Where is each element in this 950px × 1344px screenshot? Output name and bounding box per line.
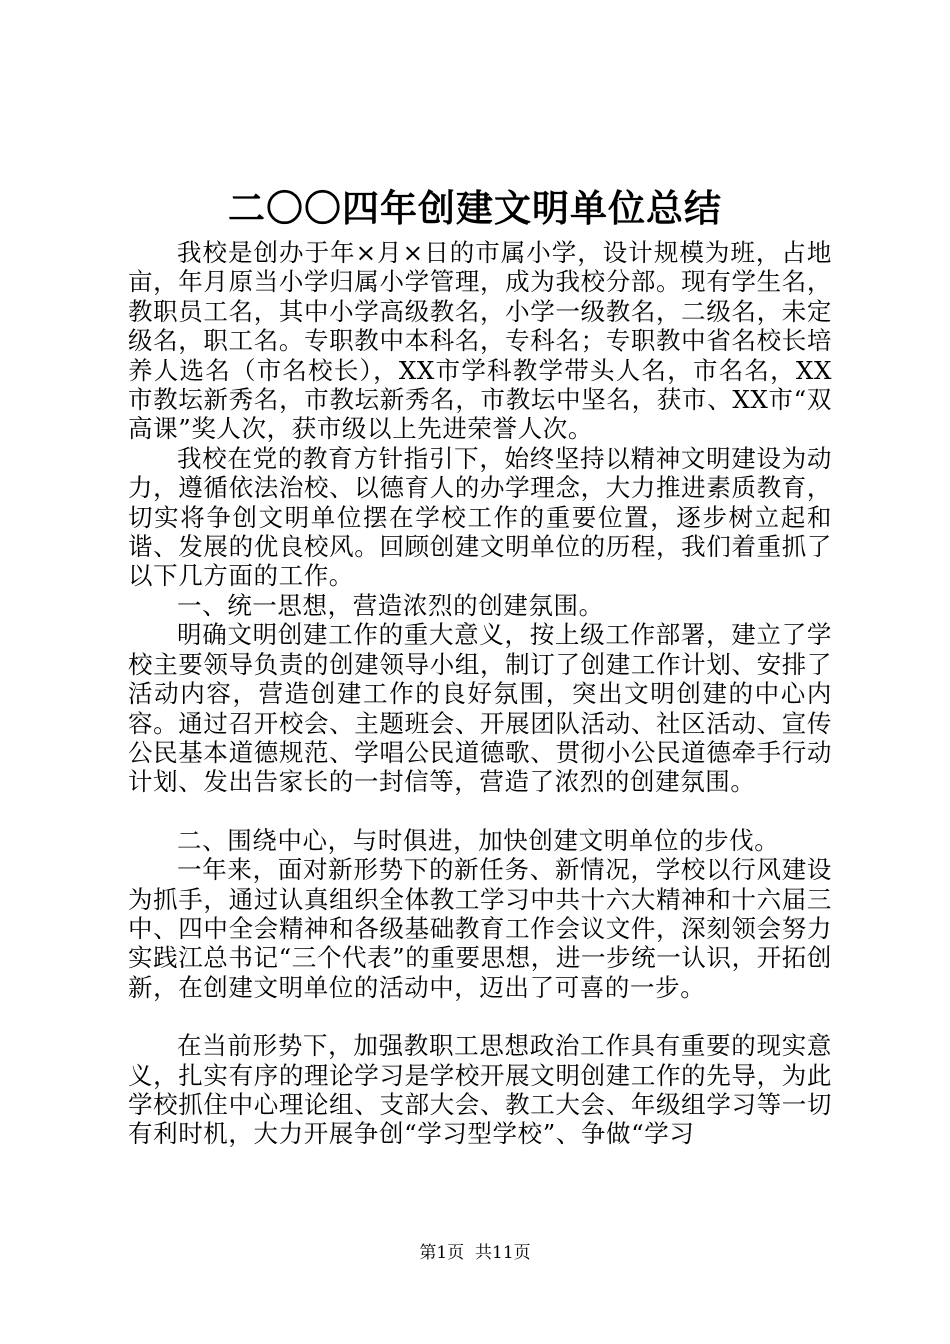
document-title: 二〇〇四年创建文明单位总结: [228, 186, 722, 230]
page-footer: [0, 1241, 950, 1265]
paragraph-overview: 我校在党的教育方针指引下，始终坚持以精神文明建设为动力，遵循依法治校、以德育人的办学理念，大力推进素质教育，切实将争创文明单位摆在学校工作的重要位置，逐步树立起和谐、发展的优良校风。回顾创建文明单位的历程，我们着重抓了以下几方面的工作。: [128, 443, 832, 591]
page-total: 共11页: [475, 1243, 531, 1263]
document-body: [128, 238, 832, 1149]
paragraph-school-profile: 我校是创办于年×月×日的市属小学，设计规模为班，占地亩，年月原当小学归属小学管理，成为我校分部。现有学生名，教职员工名，其中小学高级教名，小学一级教名，二级名，未定级名，职工名。专职教中本科名，专科名；专职教中省名校长培养人选名（市名校长），XX市学科教学带头人名，市名名，XX市教坛新秀名，市教坛新秀名，市教坛中坚名，获市、XX市“双高课”奖人次，获市级以上先进荣誉人次。: [128, 238, 832, 444]
paragraph-political-work: 在当前形势下，加强教职工思想政治工作具有重要的现实意义，扎实有序的理论学习是学校开展文明创建工作的先导，为此学校抓住中心理论组、支部大会、教工大会、年级组学习等一切有利时机，大力开展争创“学习型学校”、争做“学习: [128, 1031, 832, 1149]
section-heading-1: 一、统一思想，营造浓烈的创建氛围。: [177, 590, 604, 620]
section-heading-2: 二、围绕中心，与时俱进，加快创建文明单位的步伐。: [177, 825, 780, 855]
paragraph-section-2: 一年来，面对新形势下的新任务、新情况，学校以行风建设为抓手，通过认真组织全体教工学习中共十六大精神和十六届三中、四中全会精神和各级基础教育工作会议文件，深刻领会努力实践江总书记“三个代表”的重要思想，进一步统一认识，开拓创新，在创建文明单位的活动中，迈出了可喜的一步。: [128, 855, 832, 1002]
paragraph-section-1: 明确文明创建工作的重大意义，按上级工作部署，建立了学校主要领导负责的创建领导小组，制订了创建工作计划、安排了活动内容，营造创建工作的良好氛围，突出文明创建的中心内容。通过召开校会、主题班会、开展团队活动、社区活动、宣传公民基本道德规范、学唱公民道德歌、贯彻小公民道德牵手行动计划、发出告家长的一封信等，营造了浓烈的创建氛围。: [128, 620, 832, 797]
page-number: 第1页: [419, 1243, 465, 1263]
